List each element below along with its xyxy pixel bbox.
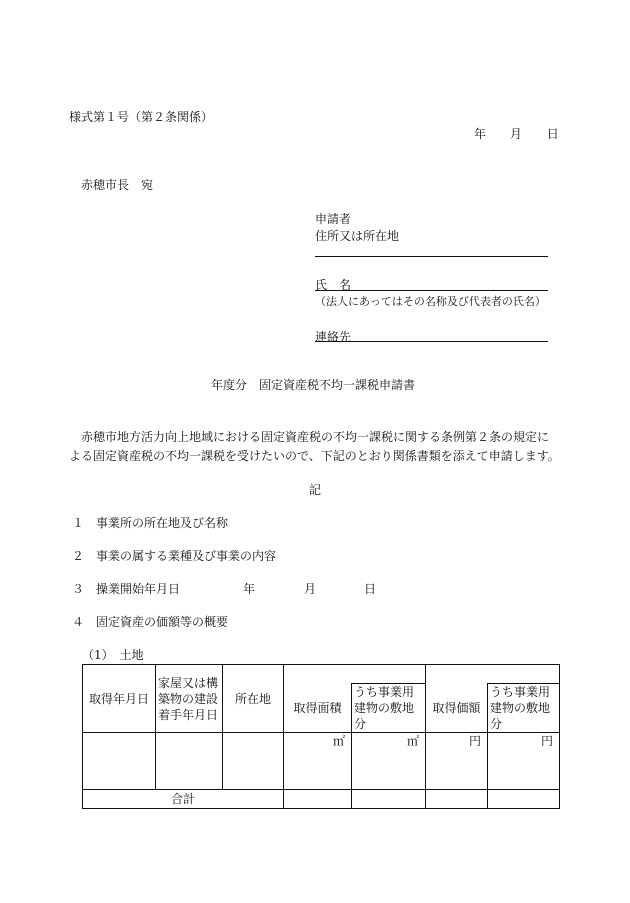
document-title: 年度分 固定資産税不均一課税申請書: [211, 378, 416, 392]
name-note: （法人にあってはその名称及び代表者の氏名）: [315, 295, 546, 308]
applicant-heading: 申請者: [315, 212, 352, 226]
addressee: 赤穂市長 宛: [81, 178, 154, 192]
total-price-sub[interactable]: [488, 790, 560, 809]
ki-label: 記: [309, 483, 322, 497]
date-year: 年: [474, 127, 487, 141]
header-area: 取得面積: [284, 684, 352, 733]
name-underline: [315, 290, 548, 291]
item-3: ３ 操業開始年月日: [72, 582, 181, 596]
op-date-month: 月: [304, 582, 317, 596]
contact-label: 連絡先: [315, 330, 352, 344]
date-day: 日: [546, 127, 559, 141]
body-line-2: よる固定資産税の不均一課税を受けたいので、下記のとおり関係書類を添えて申請します。: [69, 449, 560, 463]
item-1: １ 事業所の所在地及び名称: [72, 516, 229, 530]
date-month: 月: [509, 127, 522, 141]
header-acquired-date: 取得年月日: [83, 665, 156, 733]
body-text: [69, 428, 569, 466]
total-area-sub[interactable]: [352, 790, 426, 809]
address-underline: [315, 256, 548, 257]
header-building-start: 家屋又は構築物の建設着手年月日: [156, 665, 223, 733]
header-area-group: [284, 665, 426, 684]
header-price-group: [426, 665, 560, 684]
item-2: ２ 事業の属する業種及び事業の内容: [72, 549, 277, 563]
body-line-1: 赤穂市地方活力向上地域における固定資産税の不均一課税に関する条例第２条の規定に: [69, 430, 550, 444]
header-price: 取得価額: [426, 684, 488, 733]
form-number: 様式第１号（第２条関係）: [69, 110, 214, 124]
total-label: 合計: [83, 790, 284, 809]
table-row: [83, 733, 560, 790]
header-area-sub: うち事業用建物の敷地分: [352, 684, 426, 733]
unit-price-sub[interactable]: 円: [488, 733, 560, 790]
unit-area-sub[interactable]: ㎡: [352, 733, 426, 790]
op-date-day: 日: [364, 582, 377, 596]
name-label: 氏 名: [315, 278, 352, 292]
header-price-sub: うち事業用建物の敷地分: [488, 684, 560, 733]
cell-location[interactable]: [223, 733, 284, 790]
unit-price[interactable]: 円: [426, 733, 488, 790]
address-label: 住所又は所在地: [315, 229, 400, 243]
header-location: 所在地: [223, 665, 284, 733]
item-4: ４ 固定資産の価額等の概要: [72, 615, 229, 629]
cell-acquired-date[interactable]: [83, 733, 156, 790]
total-area[interactable]: [284, 790, 352, 809]
section-land: （1） 土地: [82, 648, 144, 662]
op-date-year: 年: [243, 582, 256, 596]
land-table: [82, 664, 560, 809]
date-line: [474, 125, 559, 142]
total-row: [83, 790, 560, 809]
contact-underline: [315, 341, 548, 342]
total-price[interactable]: [426, 790, 488, 809]
unit-area[interactable]: ㎡: [284, 733, 352, 790]
cell-building-start[interactable]: [156, 733, 223, 790]
